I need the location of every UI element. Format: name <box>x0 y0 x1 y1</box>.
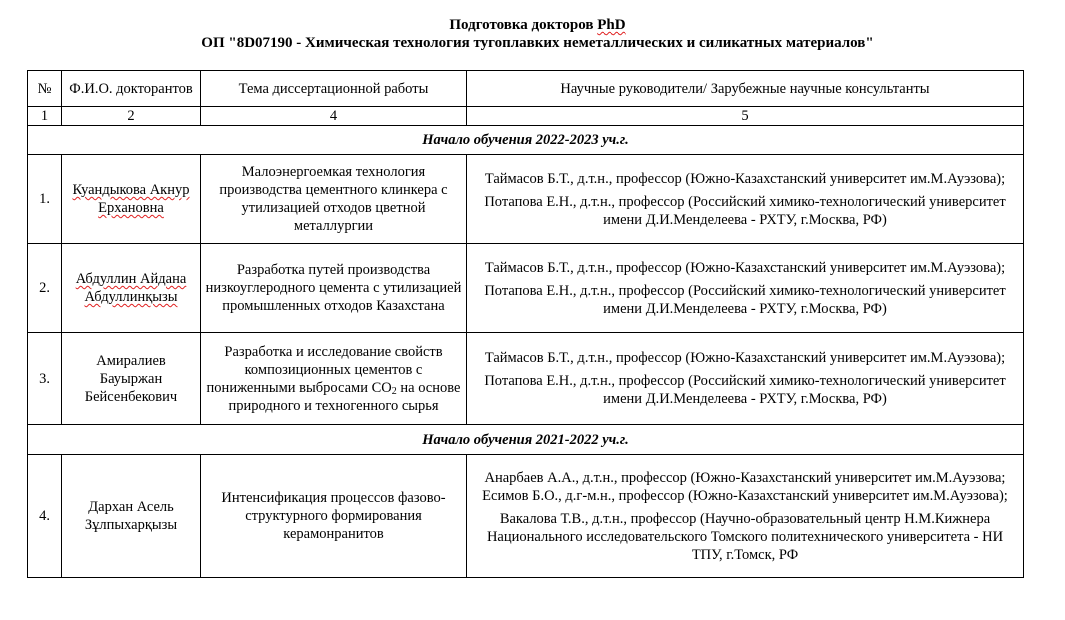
supervisors-cell <box>467 333 1024 425</box>
section-row-2021-2022 <box>28 425 1024 455</box>
table-header-row <box>28 71 1024 107</box>
student-name <box>62 244 201 333</box>
supervisors-cell <box>467 155 1024 244</box>
student-name-text: Абдуллин Айдана Абдуллинқызы <box>75 271 187 305</box>
supervisor-entry: Таймасов Б.Т., д.т.н., профессор (Южно-Казахстанский университет им.М.Ауэзова); <box>484 259 1006 276</box>
column-number: 4 <box>201 107 467 126</box>
supervisors-cell <box>467 455 1024 578</box>
dissertation-topic <box>201 333 467 425</box>
section-row-2022-2023 <box>28 126 1024 155</box>
topic-subscript: 2 <box>391 385 397 397</box>
document-title <box>5 16 1065 34</box>
topic-text-part: на основе природного и техногенного сырья <box>228 379 461 414</box>
consultant-entry: Вакалова Т.В., д.т.н., профессор (Научно-образовательный центр Н.М.Кижнера Национального исследовательского Томского политехнического университета - НИ ТПУ, г.Томск, РФ <box>486 510 1004 563</box>
column-number: 2 <box>62 107 201 126</box>
consultant-entry: Потапова Е.Н., д.т.н., профессор (Российский химико-технологический университет имени Д.И.Менделеева - РХТУ, г.Москва, РФ) <box>484 282 1006 317</box>
column-number-row <box>28 107 1024 126</box>
doctoral-students-table <box>27 70 1024 578</box>
dissertation-topic: Разработка путей производства низкоуглеродного цемента с утилизацией промышленных отходов Казахстана <box>201 244 467 333</box>
section-label: Начало обучения 2021-2022 уч.г. <box>28 425 1024 455</box>
dissertation-topic: Интенсификация процессов фазово-структурного формирования керамонранитов <box>201 455 467 578</box>
consultant-entry: Потапова Е.Н., д.т.н., профессор (Российский химико-технологический университет имени Д.И.Менделеева - РХТУ, г.Москва, РФ) <box>484 193 1006 228</box>
column-number: 5 <box>467 107 1024 126</box>
header-num: № <box>28 71 62 107</box>
header-fio: Ф.И.О. докторантов <box>62 71 201 107</box>
header-topic: Тема диссертационной работы <box>201 71 467 107</box>
section-label: Начало обучения 2022-2023 уч.г. <box>28 126 1024 155</box>
row-number: 2. <box>28 244 62 333</box>
student-name <box>62 155 201 244</box>
supervisor-entry: Таймасов Б.Т., д.т.н., профессор (Южно-Казахстанский университет им.М.Ауэзова); <box>484 170 1006 187</box>
title-prefix: Подготовка докторов <box>449 17 598 33</box>
title-phd-flagged-word: PhD <box>597 17 626 33</box>
student-name-text: Куандыкова Акнур Ерхановна <box>72 182 190 216</box>
row-number: 4. <box>28 455 62 578</box>
consultant-entry: Потапова Е.Н., д.т.н., профессор (Российский химико-технологический университет имени Д.И.Менделеева - РХТУ, г.Москва, РФ) <box>484 373 1006 407</box>
table-row <box>28 333 1024 425</box>
row-number: 1. <box>28 155 62 244</box>
supervisor-entry: Таймасов Б.Т., д.т.н., профессор (Южно-Казахстанский университет им.М.Ауэзова); <box>484 350 1006 366</box>
header-supervisors: Научные руководители/ Зарубежные научные консультанты <box>467 71 1024 107</box>
supervisors-cell <box>467 244 1024 333</box>
row-number: 3. <box>28 333 62 425</box>
topic-text-part: Разработка и исследование свойств композиционных цементов с пониженными выбросами CO <box>206 343 443 396</box>
table-row <box>28 455 1024 578</box>
document-subtitle: ОП "8D07190 - Химическая технология тугоплавких неметаллических и силикатных материалов" <box>201 35 874 51</box>
supervisor-entry: Анарбаев А.А., д.т.н., профессор (Южно-Казахстанский университет им.М.Ауэзова; Есимов Б.О., д.г-м.н., профессор (Южно-Казахстанский университет им.М.Ауэзова); <box>482 469 1008 504</box>
table-row <box>28 155 1024 244</box>
column-number: 1 <box>28 107 62 126</box>
student-name: Амиралиев Бауыржан Бейсенбекович <box>62 333 201 425</box>
dissertation-topic: Малоэнергоемкая технология производства цементного клинкера с утилизацией отходов цветной металлургии <box>201 155 467 244</box>
table-row <box>28 244 1024 333</box>
student-name: Дархан Асель Зұлпыхарқызы <box>62 455 201 578</box>
